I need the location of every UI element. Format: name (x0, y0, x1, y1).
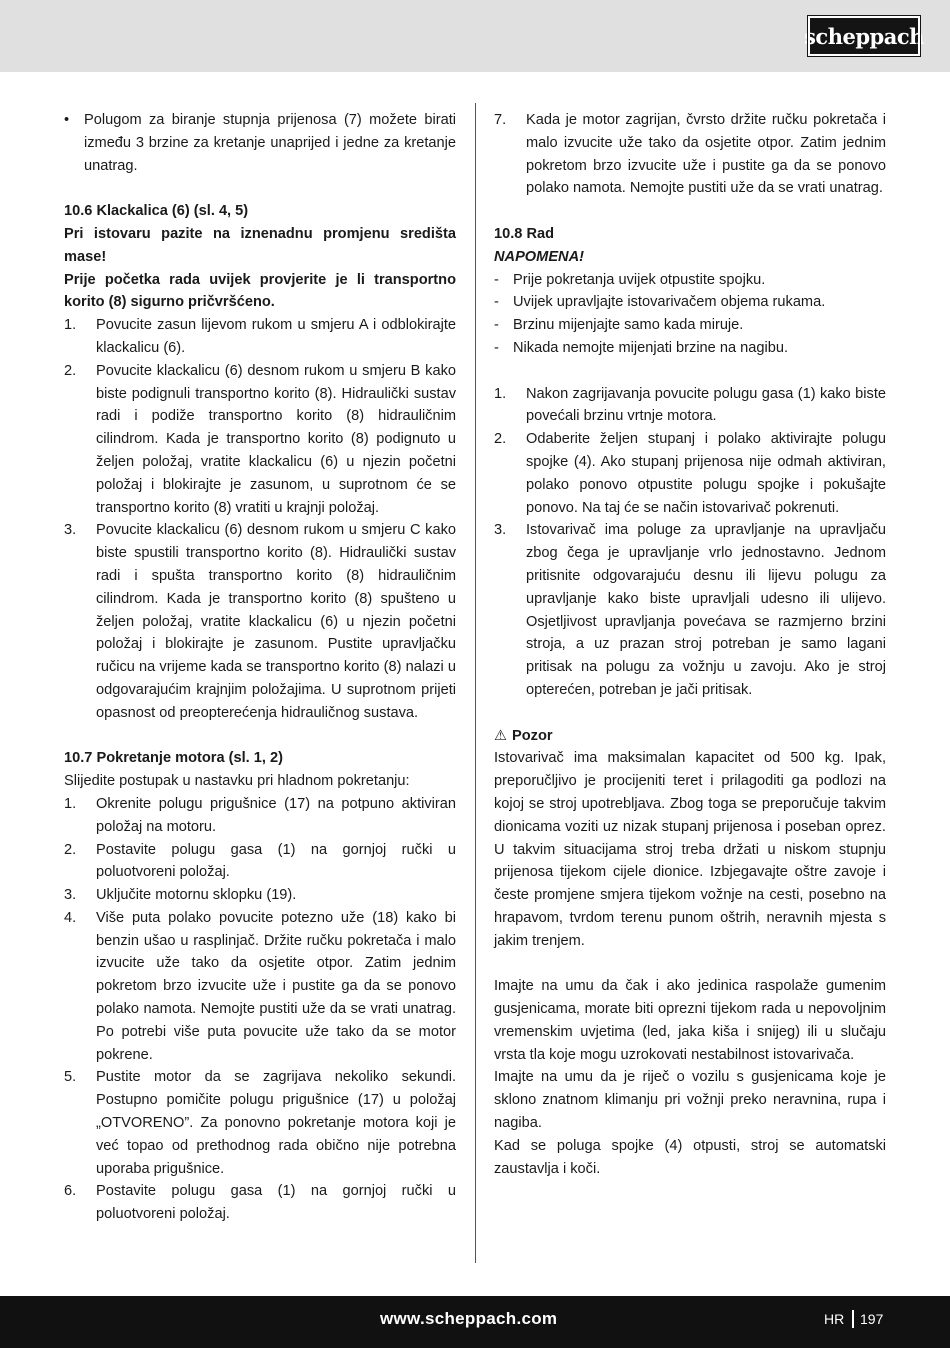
left-column (64, 109, 456, 1226)
list-item (494, 383, 886, 429)
step-text: Postavite polugu gasa (1) na gornjoj ručki u poluotvoreni položaj. (96, 1183, 456, 1223)
brand-logo (804, 16, 924, 56)
bullet-text: Polugom za biranje stupnja prijenosa (7) možete birati između 3 brzine za kretanje unaprijed i jedne za kretanje unatrag. (84, 112, 456, 174)
caution-paragraph: Imajte na umu da je riječ o vozilu s gusjenicama koje je sklono znatnom klimanju pri vožnji preko neravnina, rupa i nagiba. (494, 1069, 886, 1132)
step-text: Kada je motor zagrijan, čvrsto držite ručku pokretača i malo izvucite uže tako da osjetite otpor. Zatim jednim pokretom brzo izvucite uže i pustite ga da se ponovo polako namota. Nemojte pustiti uže da se vrati unatrag. (526, 112, 886, 197)
step-text: Povucite zasun lijevom rukom u smjeru A i odblokirajte klackalicu (6). (96, 317, 456, 356)
step-text: Postavite polugu gasa (1) na gornjoj ručki u poluotvoreni položaj. (96, 841, 456, 881)
caution-heading (494, 725, 886, 748)
list-item (494, 428, 886, 519)
step-number: 1. (64, 795, 77, 812)
caution-paragraph: Kad se poluga spojke (4) otpusti, stroj se automatski zaustavlja i koči. (494, 1137, 886, 1177)
list-item (64, 1180, 456, 1226)
dash-item (494, 337, 886, 360)
step-text: Povucite klackalicu (6) desnom rukom u smjeru B kako biste podignuli transportno korito (8). Hidraulički sustav radi i podiže transportno korito (8) hidrauličnim cilindrom. Kada je transportno korito (8) podignuto u željen položaj, vratite klackalicu (6) u njezin početni položaj i blokirajte je zasunom, u suprotnom će se transportno korito (8) vratiti u krajnji položaj. (96, 362, 456, 516)
warning-text: Prije početka rada uvijek provjerite je li transportno korito (8) sigurno pričvršćeno. (64, 271, 456, 311)
dash-item (494, 291, 886, 314)
logo-text: scheppach (804, 23, 924, 49)
list-item (64, 1066, 456, 1180)
header-band (0, 0, 950, 72)
step-number: 7. (494, 112, 507, 128)
step-number: 3. (64, 522, 77, 539)
dash-mark: - (494, 294, 499, 311)
step-number: 2. (494, 431, 507, 448)
step-text: Odaberite željen stupanj i polako aktivirajte polugu spojke (4). Ako stupanj prijenosa nije odmah aktiviran, polako ponovo otpustite polugu spojke i pokušajte ponovo. Na taj će se način istovarivač pokrenuti. (526, 431, 886, 516)
section-heading-10-7: 10.7 Pokretanje motora (sl. 1, 2) (64, 750, 283, 767)
step-number: 1. (494, 385, 507, 402)
step-number: 1. (64, 317, 77, 334)
dash-item (494, 314, 886, 337)
list-item (64, 907, 456, 1067)
list-item (64, 884, 456, 907)
warning-triangle-icon: ⚠ (494, 727, 508, 744)
dash-mark: - (494, 339, 499, 356)
step-text: Istovarivač ima poluge za upravljanje na upravljaču zbog čega je upravljanje vrlo jednostavno. Jednom pritisnite odgovarajuću desnu ili lijevu polugu za upravljanje kako biste upravljali udesno ili ulijevo. Osjetljivost upravljanja povećava se razmjerno brzini stroja, a uz prazan stroj potreban je samo lagani pritisak na polugu za vožnju u zavoju. Ako je stroj opterećen, potreban je jači pritisak. (526, 522, 886, 698)
section-intro: Slijedite postupak u nastavku pri hladnom pokretanju: (64, 773, 410, 790)
warning-text: Pri istovaru pazite na iznenadnu promjenu središta mase! (64, 225, 456, 265)
dash-mark: - (494, 317, 499, 334)
step-text: Okrenite polugu prigušnice (17) na potpuno aktiviran položaj na motoru. (96, 795, 456, 835)
step-number: 3. (64, 887, 77, 904)
dash-text: Brzinu mijenjajte samo kada miruje. (513, 317, 744, 334)
list-item (64, 793, 456, 839)
list-item (64, 519, 456, 724)
dash-text: Prije pokretanja uvijek otpustite spojku. (513, 271, 766, 288)
bullet-item (64, 109, 456, 177)
step-text: Povucite klackalicu (6) desnom rukom u smjeru C kako biste spustili transportno korito (8). Hidraulički sustav radi i spušta transportno korito (8) hidrauličnim cilindrom. Kada je transportno korito (8) spušteno u željen položaj, vratite klackalicu (6) u njezin početni položaj i blokirajte je zasunom. Pustite upravljačku ručicu na vrijeme kada se transportno korito (8) nalazi u odgovarajućim krajnjim položajima. U suprotnom prijeti opasnost od preopterećenja hidrauličnog sustava. (96, 522, 456, 721)
footer-website-link[interactable]: www.scheppach.com (380, 1309, 558, 1328)
step-text: Pustite motor da se zagrijava nekoliko sekundi. Postupno pomičite polugu prigušnice (17) u položaj „OTVORENO”. Za ponovno pokretanje motora koji je već topao od prethodnog rada obično nije potrebna uporaba prigušnice. (96, 1069, 456, 1177)
caution-paragraph: Imajte na umu da čak i ako jedinica raspolaže gumenim gusjenicama, morate biti oprezni tijekom rada u nepovoljnim vremenskim uvjetima (led, jaka kiša i snijeg) ili u slučaju vrsta tla koje mogu uzrokovati nestabilnost istovarivača. (494, 978, 886, 1063)
step-text: Uključite motornu sklopku (19). (96, 887, 297, 904)
step-number: 6. (64, 1183, 77, 1200)
step-number: 4. (64, 909, 77, 926)
page-number: 197 (860, 1311, 884, 1327)
dash-text: Nikada nemojte mijenjati brzine na nagibu. (513, 339, 789, 356)
footer-separator (852, 1310, 854, 1328)
bullet-mark: • (64, 112, 70, 128)
list-item (64, 360, 456, 520)
step-number: 5. (64, 1069, 77, 1086)
step-number: 3. (494, 522, 507, 539)
list-item (494, 109, 886, 200)
note-label: NAPOMENA! (494, 248, 584, 265)
step-number: 2. (64, 841, 77, 858)
caution-title: Pozor (512, 727, 553, 744)
list-item (494, 519, 886, 701)
caution-paragraph: Istovarivač ima maksimalan kapacitet od 500 kg. Ipak, preporučljivo je procijeniti teret i prilagoditi ga podlozi na kojoj se stroj upotrebljava. Zbog toga se preporučuje takvim dionicama voziti uz nizak stupanj prijenosa i poseban oprez. U takvim situacijama stroj treba držati u niskom stupnju prijenosa tijekom cijele dionice. Izbjegavajte oštre zavoje i česte promjene smjera tijekom vožnje na cesti, posebno na hrapavom, tvrdom terenu punom oštrih, neravnih mjesta s jakim trenjem. (494, 750, 886, 949)
step-text: Više puta polako povucite potezno uže (18) kako bi benzin ušao u rasplinjač. Držite ručku pokretača i malo izvucite uže tako da osjetite otpor. Zatim jednim pokretom brzo izvucite uže i pustite ga da se ponovo polako namota. Nemojte pustiti uže da se vrati unatrag. Po potrebi više puta povucite uže tako da se motor pokrene. (96, 909, 456, 1063)
dash-text: Uvijek upravljajte istovarivačem objema rukama. (513, 294, 826, 311)
dash-mark: - (494, 271, 499, 288)
section-heading-10-8: 10.8 Rad (494, 225, 555, 242)
footer-band (0, 1296, 950, 1348)
step-number: 2. (64, 362, 77, 379)
list-item (64, 314, 456, 360)
column-divider (475, 103, 476, 1263)
language-code: HR (824, 1311, 845, 1327)
list-item (64, 839, 456, 885)
step-text: Nakon zagrijavanja povucite polugu gasa (1) kako biste povećali brzinu vrtnje motora. (526, 385, 886, 425)
section-heading-10-6: 10.6 Klackalica (6) (sl. 4, 5) (64, 203, 249, 220)
right-column (494, 109, 886, 1180)
dash-item (494, 269, 886, 292)
